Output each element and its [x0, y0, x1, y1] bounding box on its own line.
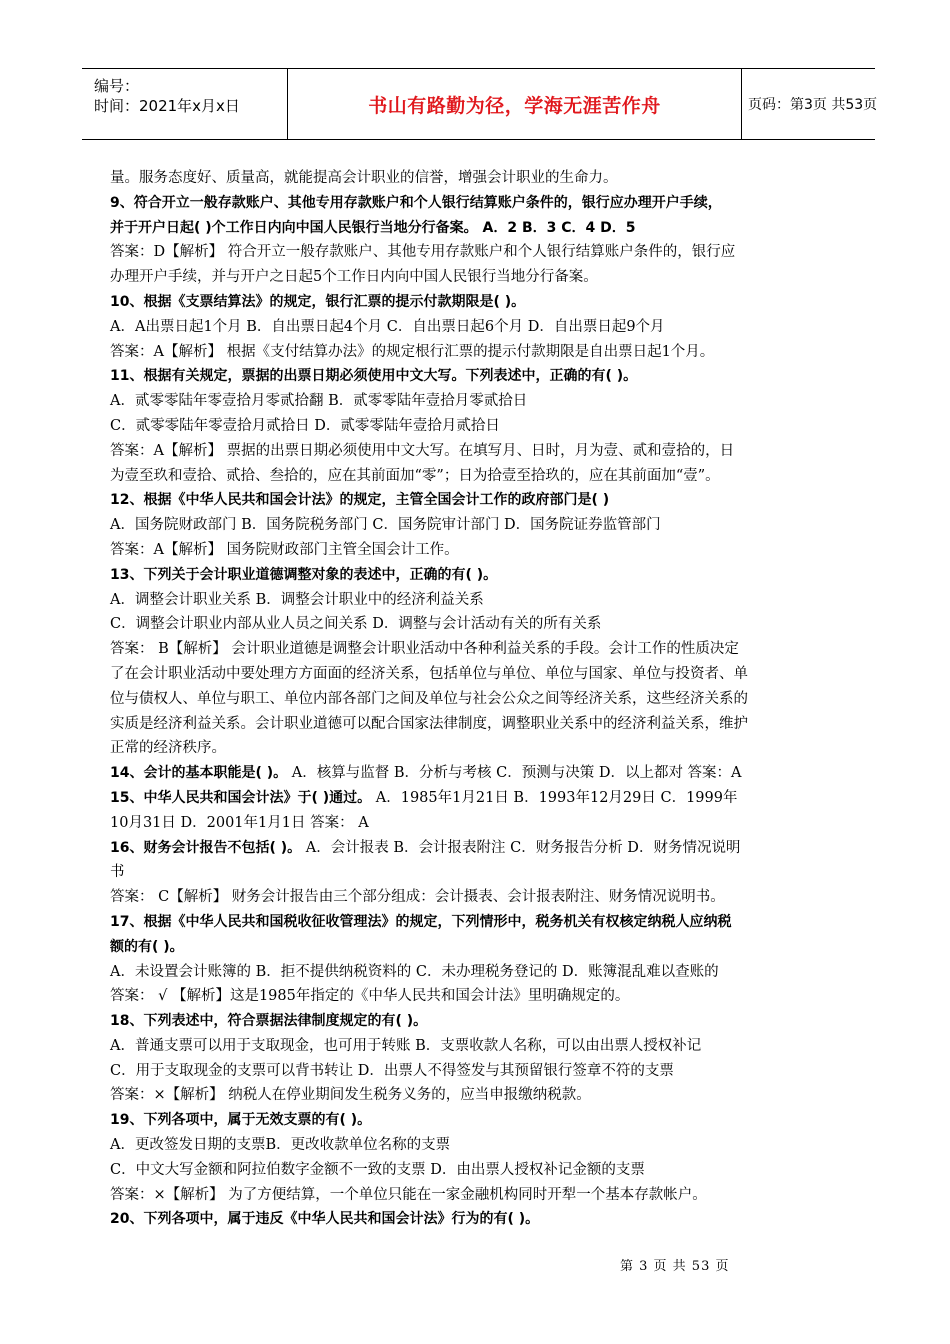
question-stem: 14、会计的基本职能是( )。: [110, 765, 288, 782]
text-line: 答案：D【解析】 符合开立一般存款账户、其他专用存款账户和个人银行结算账户条件的，银行应: [110, 244, 736, 261]
motto-text: 书山有路勤为径，学海无涯苦作舟: [368, 94, 661, 117]
question-line: 20、下列各项中，属于违反《中华人民共和国会计法》行为的有( )。: [110, 1211, 540, 1228]
text-line: A．调整会计职业关系 B．调整会计职业中的经济利益关系: [110, 591, 484, 608]
question-stem: 15、中华人民共和国会计法》于( )通过。: [110, 789, 372, 806]
text-line: 答案：A【解析】 根据《支付结算办法》的规定根行汇票的提示付款期限是自出票日起1个月。: [110, 343, 715, 360]
question-line: 9、符合开立一般存款账户、其他专用存款账户和个人银行结算账户条件的，银行应办理开户手续，: [110, 194, 722, 211]
text-line: 实质是经济利益关系。会计职业道德可以配合国家法律制度，调整职业关系中的经济利益关系，维护: [110, 715, 748, 732]
header-meta: [82, 69, 287, 139]
text-line: 答案： C【解析】 财务会计报告由三个部分组成：会计摄表、会计报表附注、财务情况说明书。: [110, 889, 725, 906]
question-line: 13、下列关于会计职业道德调整对象的表述中，正确的有( )。: [110, 566, 498, 583]
text-line: 量。服务态度好、质量高，就能提高会计职业的信誉，增强会计职业的生命力。: [110, 170, 618, 186]
text-line: A．更改签发日期的支票B．更改收款单位名称的支票: [110, 1137, 451, 1154]
text-line: A．国务院财政部门 B．国务院税务部门 C．国务院审计部门 D．国务院证券监管部门: [110, 517, 661, 534]
question-line: 额的有( )。: [110, 938, 184, 955]
time-label: 时间：2021年x月x日: [94, 97, 240, 115]
text-line: 办理开户手续，并与开户之日起5个工作日内向中国人民银行当地分行备案。: [110, 269, 598, 286]
question-line: 10、根据《支票结算法》的规定，银行汇票的提示付款期限是( )。: [110, 293, 526, 310]
text-line: 正常的经济秩序。: [110, 740, 226, 757]
page-header: [82, 68, 878, 140]
text-line: C．用于支取现金的支票可以背书转让 D．出票人不得签发与其预留银行签章不符的支票: [110, 1062, 674, 1079]
question-line: 并于开户日起( )个工作日内向中国人民银行当地分行备案。 A．2 B．3 C．4 D．5: [110, 219, 636, 236]
question-line: 17、根据《中华人民共和国税收征收管理法》的规定，下列情形中，税务机关有权核定纳税人应纳税: [110, 913, 732, 930]
text-line: 答案： B【解析】 会计职业道德是调整会计职业活动中各种利益关系的手段。会计工作的性质决定: [110, 641, 739, 658]
question-stem: 16、财务会计报告不包括( )。: [110, 839, 302, 856]
text-line: 书: [110, 864, 125, 881]
text-line: A．A出票日起1个月 B．自出票日起4个月 C．自出票日起6个月 D．自出票日起9个月: [110, 318, 665, 335]
question-options: A．会计报表 B．会计报表附注 C．财务报告分析 D．财务情况说明: [301, 839, 741, 856]
text-line: 答案：×【解析】 纳税人在停业期间发生税务义务的，应当申报缴纳税款。: [110, 1087, 591, 1104]
text-line: 为壹至玖和壹拾、贰拾、叁拾的，应在其前面加“零”；日为拾壹至拾玖的，应在其前面加“壹”。: [110, 467, 720, 484]
question-line: [110, 836, 850, 861]
question-line: 19、下列各项中，属于无效支票的有( )。: [110, 1112, 372, 1129]
text-line: A．普通支票可以用于支取现金，也可用于转账 B．支票收款人名称，可以由出票人授权补记: [110, 1037, 702, 1054]
question-options: A．核算与监督 B．分析与考核 C．预测与决策 D．以上都对 答案：A: [287, 765, 742, 782]
header-page-cell: [740, 69, 883, 139]
question-line: 12、根据《中华人民共和国会计法》的规定，主管全国会计工作的政府部门是( ): [110, 492, 610, 509]
text-line: A．贰零零陆年零壹拾月零贰拾翻 B．贰零零陆年壹拾月零贰拾日: [110, 393, 528, 410]
text-line: A．未设置会计账簿的 B．拒不提供纳税资料的 C．未办理税务登记的 D．账簿混乱难以查账的: [110, 963, 719, 980]
question-line: [110, 761, 850, 786]
number-label: 编号：: [94, 77, 140, 95]
text-line: C．调整会计职业内部从业人员之间关系 D．调整与会计活动有关的所有关系: [110, 616, 602, 633]
question-line: 11、根据有关规定，票据的出票日期必须使用中文大写。下列表述中，正确的有( )。: [110, 368, 638, 385]
text-line: 答案： √ 【解析】这是1985年指定的《中华人民共和国会计法》里明确规定的。: [110, 988, 630, 1005]
document-body: [110, 166, 850, 1232]
header-motto-cell: [287, 69, 742, 139]
text-line: 答案：A【解析】 国务院财政部门主管全国会计工作。: [110, 541, 459, 558]
question-line: 18、下列表述中，符合票据法律制度规定的有( )。: [110, 1013, 428, 1030]
text-line: 了在会计职业活动中要处理方方面面的经济关系，包括单位与单位、单位与国家、单位与投资者、单: [110, 665, 748, 682]
text-line: 答案：×【解析】 为了方便结算，一个单位只能在一家金融机构同时开犁一个基本存款帐户。: [110, 1186, 707, 1203]
text-line: 位与债权人、单位与职工、单位内部各部门之间及单位与社会公众之间等经济关系，这些经济关系的: [110, 690, 748, 707]
page-label: 页码：第3页 共53页: [748, 97, 878, 113]
question-line: [110, 786, 850, 811]
text-line: C．贰零零陆年零壹拾月贰拾日 D．贰零零陆年壹拾月贰拾日: [110, 417, 500, 434]
question-options: A．1985年1月21日 B．1993年12月29日 C．1999年: [371, 789, 738, 806]
text-line: 10月31日 D．2001年1月1日 答案： A: [110, 814, 369, 831]
text-line: 答案：A【解析】 票据的出票日期必须使用中文大写。在填写月、日时，月为壹、贰和壹拾的，日: [110, 442, 735, 459]
text-line: C．中文大写金额和阿拉伯数字金额不一致的支票 D．由出票人授权补记金额的支票: [110, 1161, 645, 1178]
page-footer: 第 3 页 共 53 页: [620, 1259, 730, 1274]
